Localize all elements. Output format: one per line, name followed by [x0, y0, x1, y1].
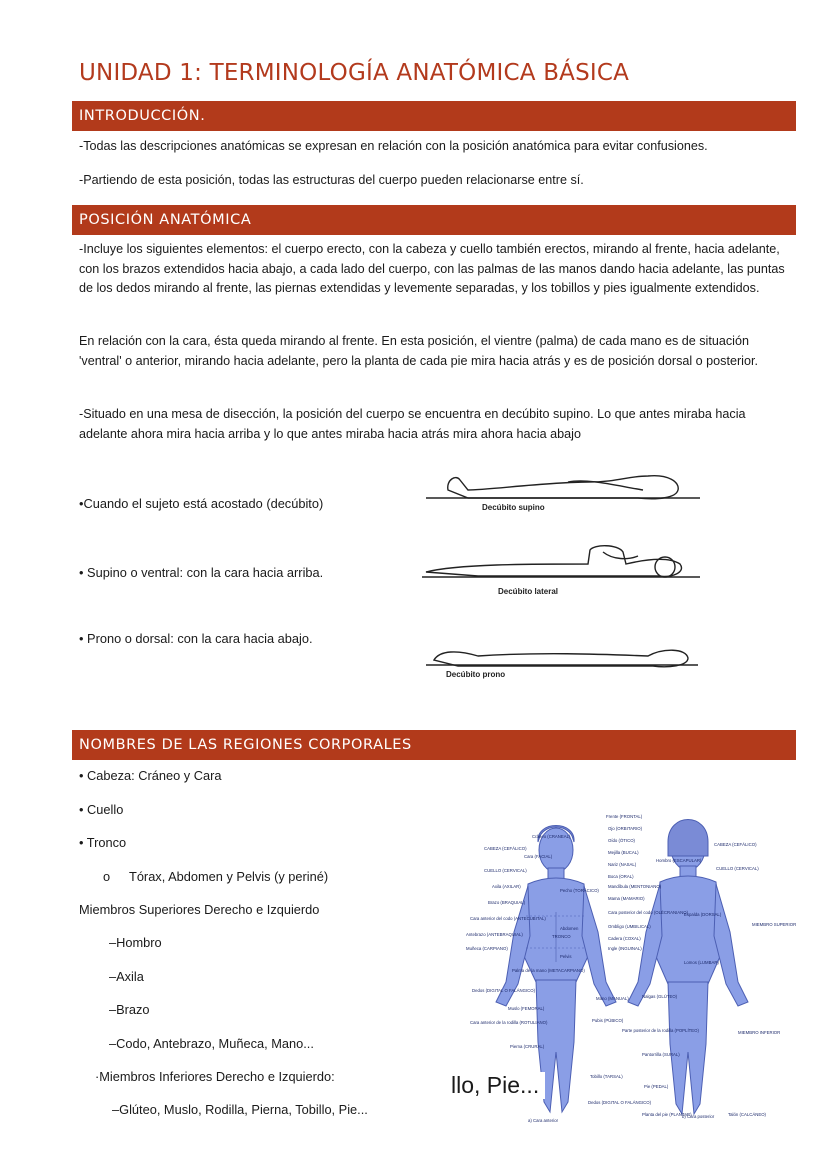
section-header-posicion: POSICIÓN ANATÓMICA — [72, 205, 796, 235]
label-muneca: Muñeca (CARPIANO) — [466, 946, 508, 951]
posicion-paragraph-2: En relación con la cara, ésta queda mirando al frente. En esta posición, el vientre (palma) de cada mano es de situación 'ventral' o anterior, mirando hacia adelante, pero la planta de cada pie mira hacia atrás y es de posición dorsal o posterior. — [79, 334, 758, 368]
label-dedos-pie: Dedos (DIGITAL O FALÁNGICO) — [588, 1100, 652, 1105]
region-miembros-inferiores: ·Miembros Inferiores Derecho e Izquierdo: — [95, 1069, 335, 1084]
label-rotuliano: Cara anterior de la rodilla (ROTULIANO) — [470, 1020, 548, 1025]
label-mama: Mama (MAMARIO) — [608, 896, 645, 901]
label-mejilla: Mejilla (BUCAL) — [608, 850, 639, 855]
region-brazo: –Brazo — [109, 1002, 150, 1017]
label-planta: Planta del pie (PLANTAR) — [642, 1112, 692, 1117]
label-craneo: Cráneo (CRANEAL) — [532, 834, 571, 839]
region-cabeza: • Cabeza: Cráneo y Cara — [79, 768, 222, 783]
region-hombro: –Hombro — [109, 935, 162, 950]
label-axila: Axila (AXILAR) — [492, 884, 521, 889]
region-cuello: • Cuello — [79, 802, 124, 817]
label-pantorrilla: Pantorrilla (SURAL) — [642, 1052, 680, 1057]
section-header-introduccion: INTRODUCCIÓN. — [72, 101, 796, 131]
label-mandibula: Mandíbula (MENTONIANO) — [608, 884, 662, 889]
label-cabeza-post: CABEZA (CEFÁLICO) — [714, 842, 757, 847]
decubito-figures — [418, 460, 708, 690]
label-nalgas: Nalgas (GLÚTEO) — [642, 994, 678, 999]
bullet-supino: • Supino o ventral: con la cara hacia arriba. — [79, 565, 324, 580]
label-pierna: Pierna (CRURAL) — [510, 1044, 545, 1049]
label-mano: Mano (MANUAL) — [596, 996, 629, 1001]
label-frente: Frente (FRONTAL) — [606, 814, 643, 819]
label-antecubital: Cara anterior del codo (ANTECUBITAL) — [470, 916, 546, 921]
label-brazo: Brazo (BRAQUIAL) — [488, 900, 526, 905]
intro-paragraph-2: -Partiendo de esta posición, todas las estructuras del cuerpo pueden relacionarse entre sí. — [79, 173, 584, 187]
label-lomos: Lomos (LUMBAR) — [684, 960, 719, 965]
caption-posterior: b) Cara posterior — [682, 1114, 715, 1119]
label-pie: Pie (PEDAL) — [644, 1084, 669, 1089]
label-antebrazo: Antebrazo (ANTEBRAQUIAL) — [466, 932, 523, 937]
section-header-regiones: NOMBRES DE LAS REGIONES CORPORALES — [72, 730, 796, 760]
label-abdomen: Abdomen — [560, 926, 579, 931]
label-nariz: Nariz (NASAL) — [608, 862, 637, 867]
region-codo: –Codo, Antebrazo, Muñeca, Mano... — [109, 1036, 314, 1051]
region-torax: Tórax, Abdomen y Pelvis (y periné) — [129, 869, 329, 884]
label-miembro-superior: MIEMBRO SUPERIOR — [752, 922, 797, 927]
caption-lateral: Decúbito lateral — [498, 587, 559, 596]
label-popliteo: Parte posterior de la rodilla (POPLÍTEO) — [622, 1028, 699, 1033]
label-ojo: Ojo (ORBITARIO) — [608, 826, 643, 831]
label-cuello: CUELLO (CERVICAL) — [484, 868, 527, 873]
label-tobillo: Tobillo (TARSAL) — [590, 1074, 623, 1079]
region-axila: –Axila — [109, 969, 144, 984]
label-tronco: TRONCO — [552, 934, 571, 939]
label-dedos: Dedos (DIGITAL O FALÁNGICO) — [472, 988, 536, 993]
bullet-prono: • Prono o dorsal: con la cara hacia abajo. — [79, 631, 313, 646]
label-oido: Oído (ÓTICO) — [608, 838, 635, 843]
label-pubis: Pubis (PÚBICO) — [592, 1018, 624, 1023]
page-title: UNIDAD 1: TERMINOLOGÍA ANATÓMICA BÁSICA — [79, 60, 630, 86]
label-cara: Cara (FACIAL) — [524, 854, 553, 859]
label-cuello-post: CUELLO (CERVICAL) — [716, 866, 759, 871]
label-palma: Palma de la mano (METACARPIANO) — [512, 968, 585, 973]
region-tronco: • Tronco — [79, 835, 127, 850]
label-ombligo: Ombligo (UMBILICAL) — [608, 924, 651, 929]
region-gluteo: –Glúteo, Muslo, Rodilla, Pierna, Tobillo, Pie... — [112, 1102, 368, 1117]
posicion-paragraph-3: -Situado en una mesa de disección, la posición del cuerpo se encuentra en decúbito supino. Lo que antes miraba hacia adelante ahora mira hacia arriba y lo que antes miraba hacia atrás mira ahora hacia abajo — [79, 407, 746, 441]
bullet-decubito: •Cuando el sujeto está acostado (decúbito) — [79, 496, 324, 511]
intro-paragraph-1: -Todas las descripciones anatómicas se expresan en relación con la posición anatómica para evitar confusiones. — [79, 139, 708, 153]
overlay-text: llo, Pie... — [449, 1072, 545, 1099]
label-ingle: Ingle (INGUINAL) — [608, 946, 642, 951]
label-olecraniano: Cara posterior del codo (OLÉCRANIANO) — [608, 910, 688, 915]
label-boca: Boca (ORAL) — [608, 874, 634, 879]
caption-anterior: a) Cara anterior — [528, 1118, 559, 1123]
label-pelvis: Pelvis — [560, 954, 572, 959]
label-cabeza: CABEZA (CEFÁLICO) — [484, 846, 527, 851]
caption-prono: Decúbito prono — [446, 670, 506, 679]
posicion-paragraph-1: -Incluye los siguientes elementos: el cuerpo erecto, con la cabeza y cuello también erectos, mirando al frente, hacia adelante, con los brazos extendidos hacia abajo, a cada lado del cuerpo, con las palmas de las manos dando hacia adelante, las puntas de los dedos mirando al frente, las piernas extendidas y levemente separadas, y los tobillos y pies igualmente extendidos. — [79, 242, 785, 295]
label-pecho: Pecho (TORÁCICO) — [560, 888, 599, 893]
caption-supino: Decúbito supino — [482, 503, 545, 512]
label-hombro: Hombro (ESCAPULAR) — [656, 858, 702, 863]
label-muslo: Muslo (FEMORAL) — [508, 1006, 545, 1011]
label-miembro-inferior: MIEMBRO INFERIOR — [738, 1030, 781, 1035]
region-miembros-superiores: Miembros Superiores Derecho e Izquierdo — [79, 902, 320, 917]
label-cadera: Cadera (COXAL) — [608, 936, 641, 941]
sub-bullet-marker: o — [103, 869, 111, 884]
label-espalda: Espalda (DORSAL) — [684, 912, 722, 917]
label-talon: Talón (CALCÁNEO) — [728, 1112, 766, 1117]
